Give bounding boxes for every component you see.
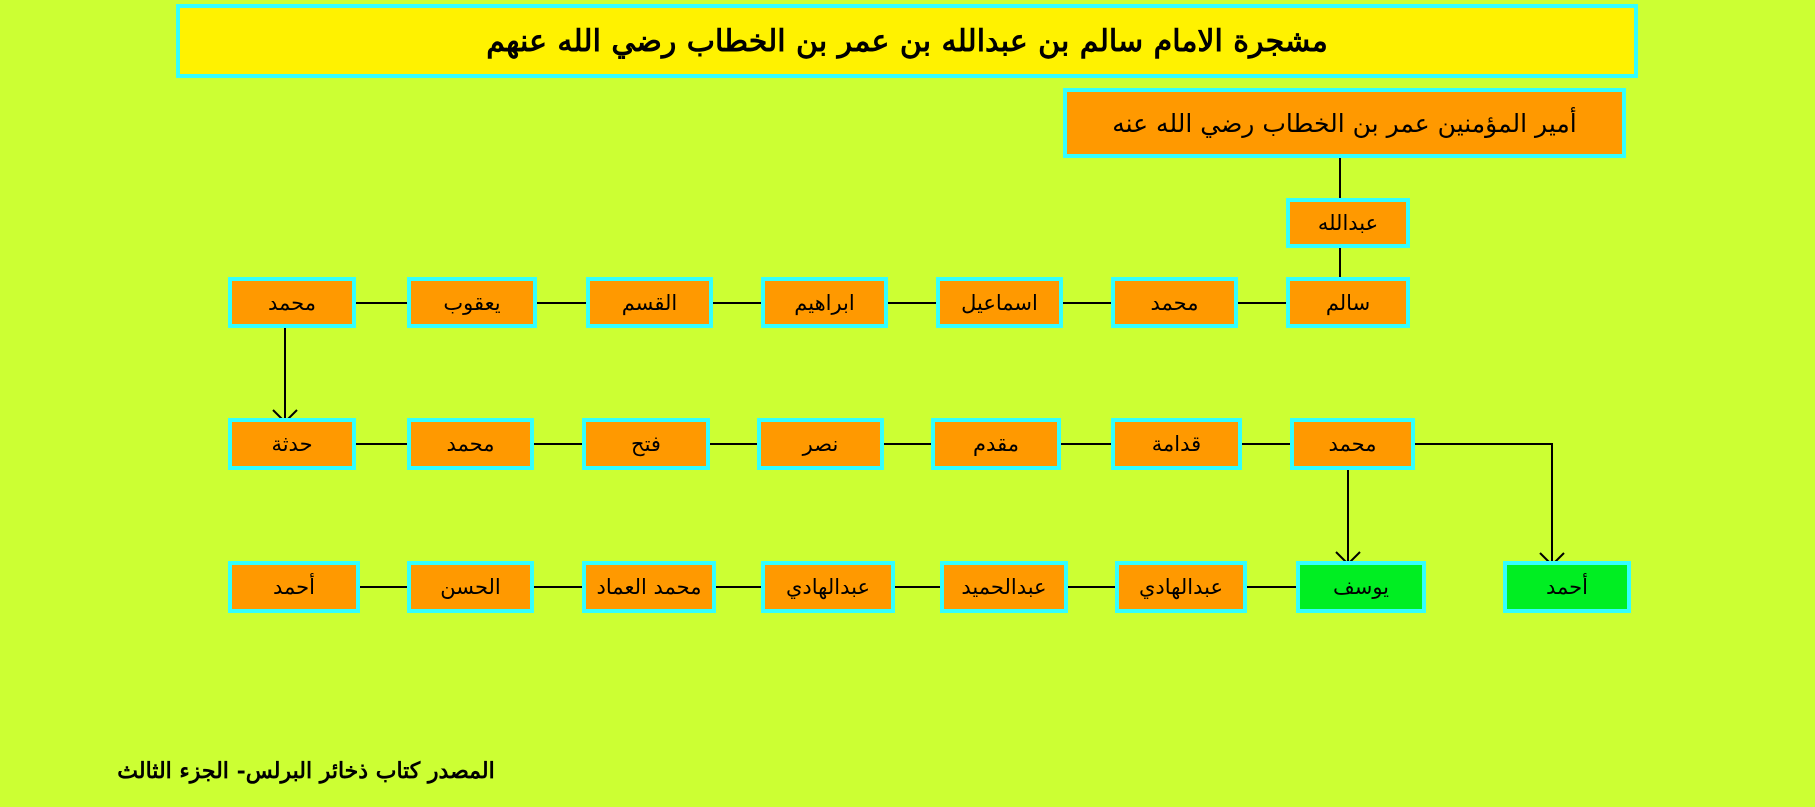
node-row2-5: فتح <box>582 418 710 470</box>
node-row3-6: الحسن <box>407 561 534 613</box>
node-row1-7: محمد <box>228 277 356 328</box>
node-row2-4: نصر <box>757 418 884 470</box>
node-row1-4: ابراهيم <box>761 277 888 328</box>
node-row1-6: يعقوب <box>407 277 537 328</box>
source-citation: المصدر كتاب ذخائر البرلس- الجزء الثالث <box>117 758 495 784</box>
node-row1-1: سالم <box>1286 277 1410 328</box>
node-abdullah: عبدالله <box>1286 198 1410 248</box>
node-row2-7: حدثة <box>228 418 356 470</box>
node-root-omar: أمير المؤمنين عمر بن الخطاب رضي الله عنه <box>1063 88 1626 158</box>
node-row2-1: محمد <box>1290 418 1415 470</box>
node-row1-2: محمد <box>1111 277 1238 328</box>
node-row3-4: عبدالهادي <box>761 561 895 613</box>
node-row1-3: اسماعيل <box>936 277 1063 328</box>
node-row3-1-yusuf: يوسف <box>1296 561 1426 613</box>
node-row2-6: محمد <box>407 418 534 470</box>
node-row2-3: مقدم <box>931 418 1061 470</box>
node-row2-2: قدامة <box>1111 418 1242 470</box>
diagram-title: مشجرة الامام سالم بن عبدالله بن عمر بن الخطاب رضي الله عنهم <box>176 4 1638 78</box>
node-row3-2: عبدالهادي <box>1115 561 1247 613</box>
node-row1-5: القسم <box>586 277 713 328</box>
connector-to-side <box>1413 444 1552 564</box>
node-side-ahmad: أحمد <box>1503 561 1631 613</box>
node-row3-7: أحمد <box>228 561 360 613</box>
node-row3-3: عبدالحميد <box>940 561 1068 613</box>
node-row3-5: محمد العماد <box>582 561 716 613</box>
